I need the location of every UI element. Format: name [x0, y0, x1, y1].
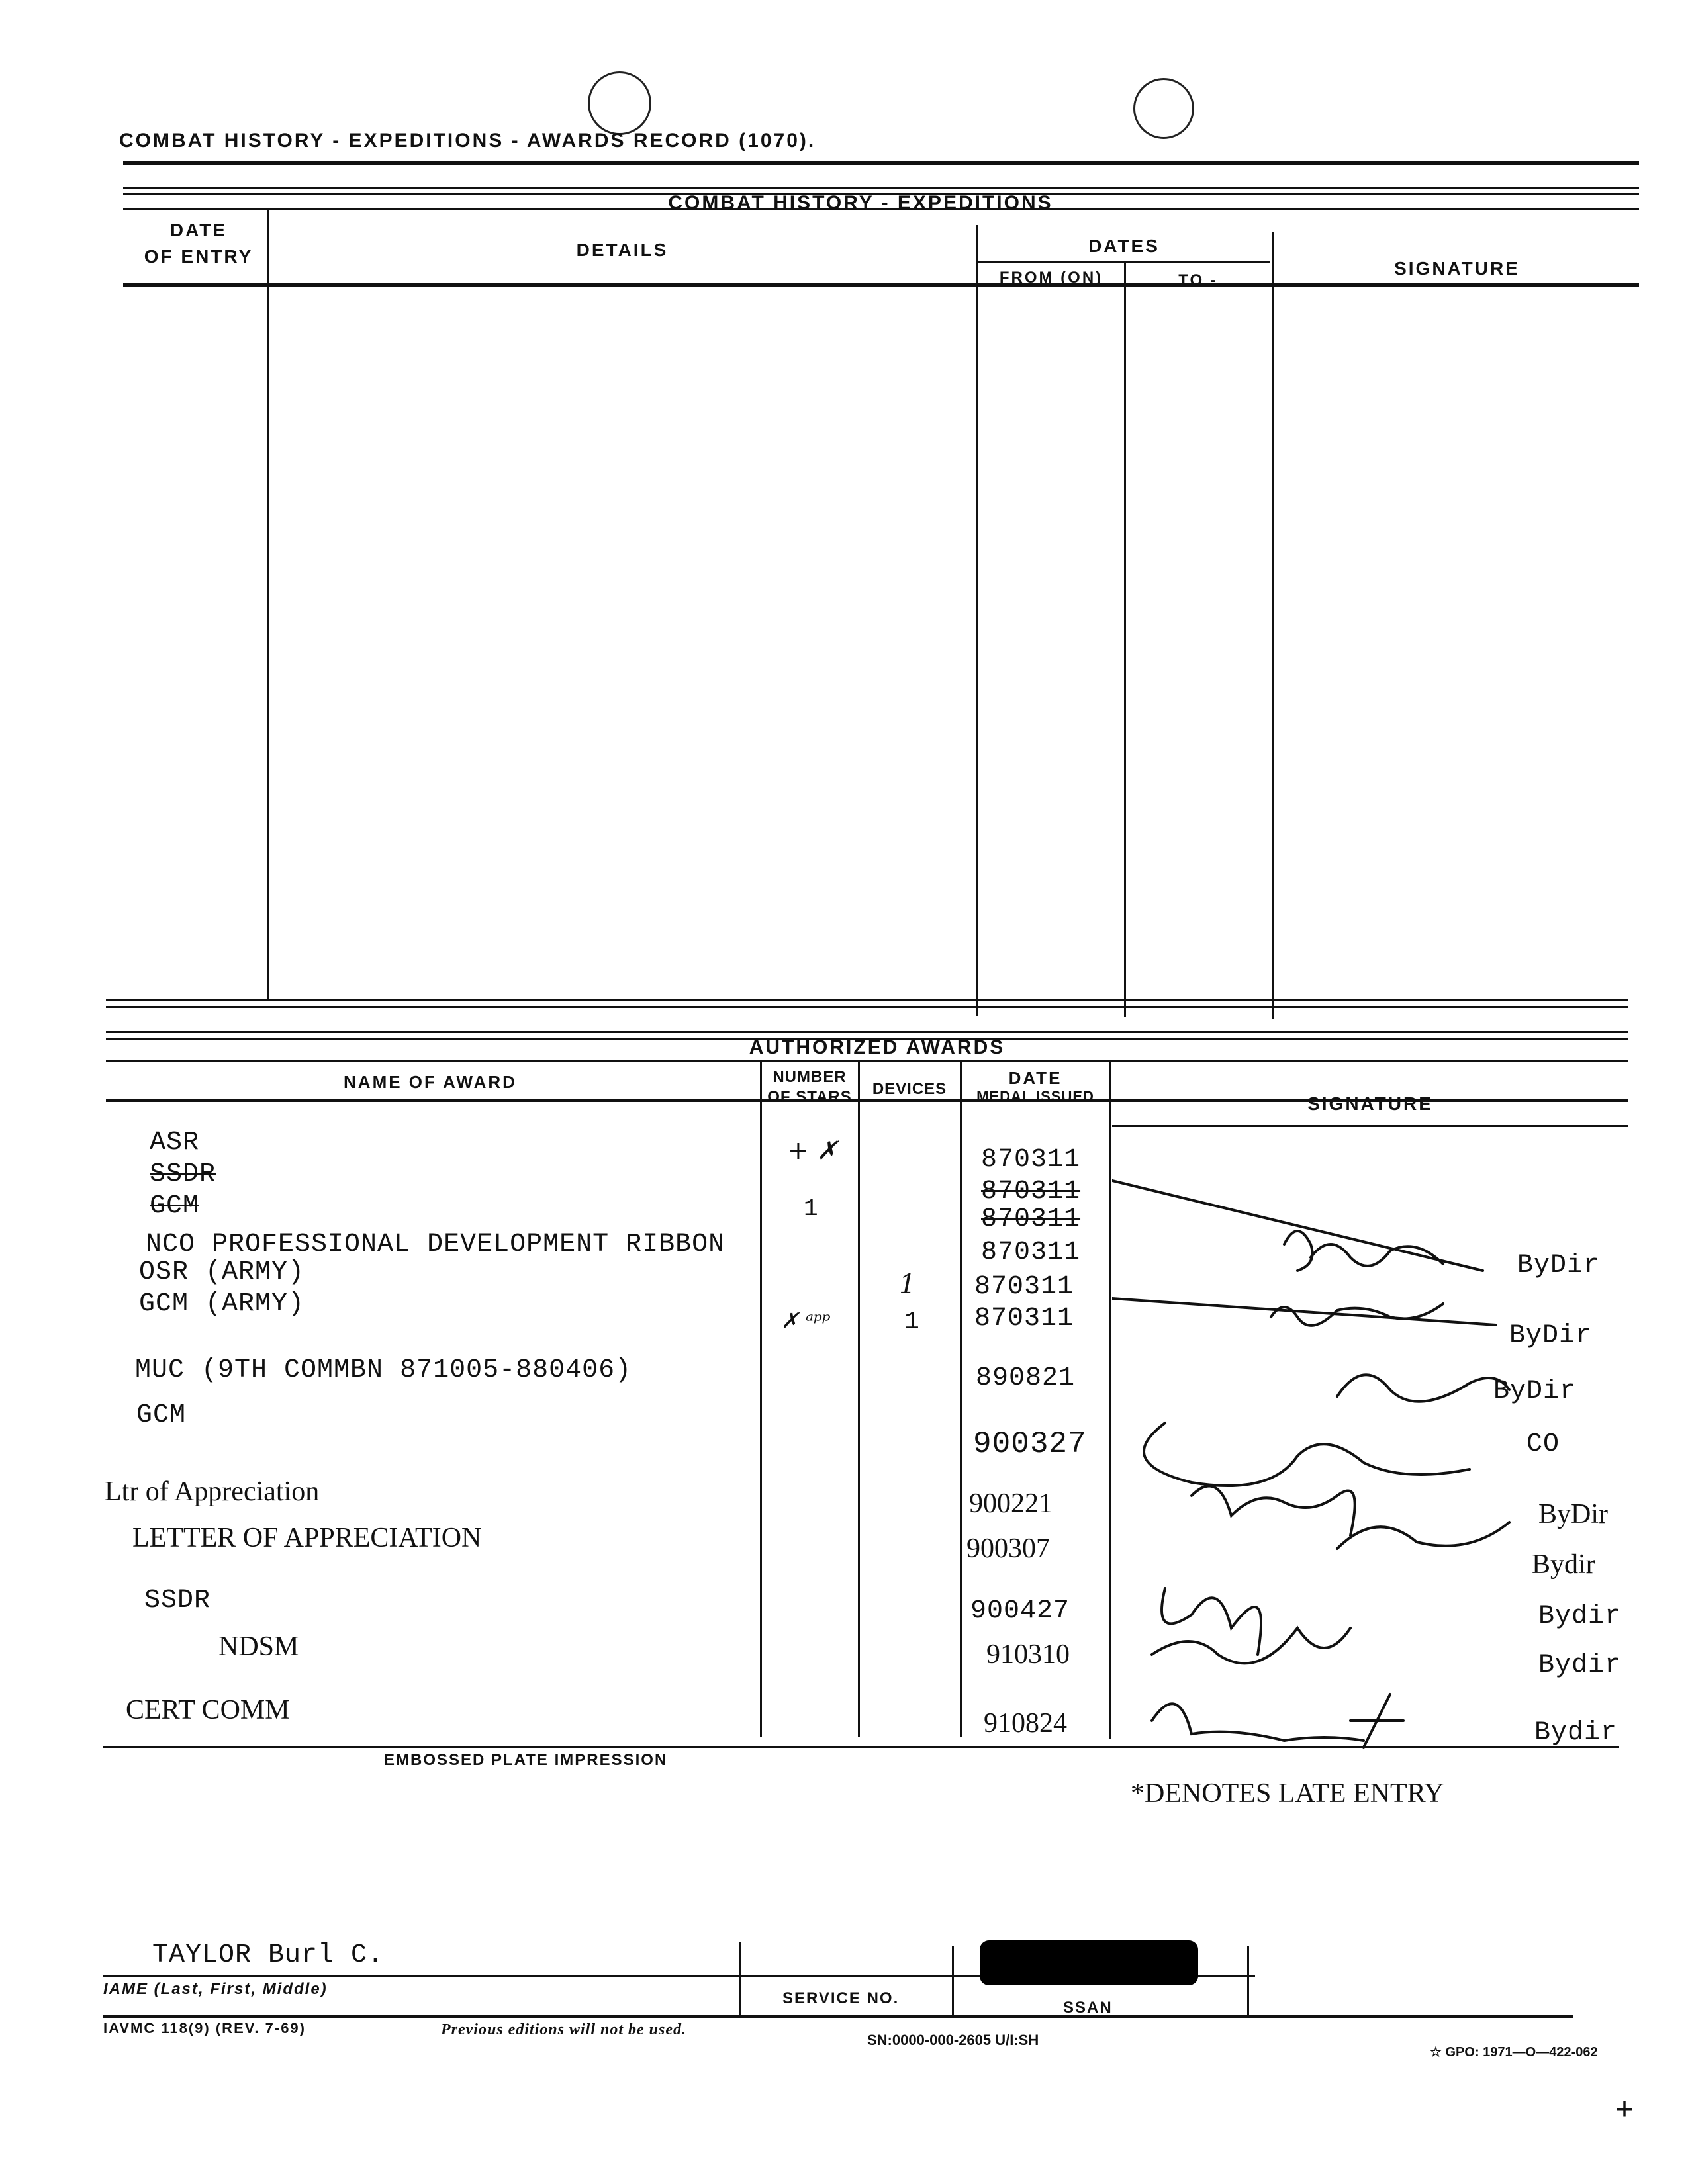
award-devices-6: 1: [904, 1308, 920, 1336]
award-date-1: 870311: [981, 1145, 1081, 1175]
sn-number: SN:0000-000-2605 U/I:SH: [867, 2032, 1039, 2048]
award-date-2: 870311: [981, 1177, 1081, 1206]
header-stars-2: OF STARS: [767, 1088, 852, 1106]
corner-mark: +: [1615, 2092, 1634, 2127]
binder-hole-left: [588, 71, 651, 135]
award-devices-5: 1: [899, 1269, 916, 1300]
award-name-13: CERT COMM: [126, 1695, 290, 1725]
award-name-8: GCM: [136, 1400, 187, 1430]
award-date-11: 900427: [970, 1596, 1070, 1626]
header-stars-1: NUMBER: [773, 1068, 847, 1086]
late-entry-note: *DENOTES LATE ENTRY: [1131, 1778, 1444, 1809]
award-name-9: Ltr of Appreciation: [105, 1477, 320, 1507]
signatures-scribbles: [1112, 1125, 1642, 1787]
award-date-6: 870311: [974, 1304, 1074, 1334]
header-dates: DATES: [1088, 236, 1160, 256]
header-award-signature: SIGNATURE: [1307, 1093, 1433, 1114]
gpo-number: ☆ GPO: 1971—O—422-062: [1430, 2045, 1598, 2060]
stars-handwritten-1: + ✗: [788, 1136, 838, 1165]
header-details: DETAILS: [576, 240, 669, 260]
award-name-6: GCM (ARMY): [139, 1289, 305, 1319]
award-date-3: 870311: [981, 1205, 1081, 1234]
award-date-5: 870311: [974, 1272, 1074, 1302]
sig-note-10: Bydir: [1532, 1549, 1595, 1580]
sig-note-4: ByDir: [1517, 1251, 1601, 1281]
award-date-13: 910824: [984, 1708, 1067, 1739]
award-date-7: 890821: [976, 1363, 1076, 1393]
ssan-redaction: [980, 1940, 1198, 1985]
header-signature: SIGNATURE: [1394, 258, 1520, 279]
sig-note-11: Bydir: [1538, 1602, 1622, 1631]
award-date-12: 910310: [986, 1639, 1070, 1670]
sig-note-13: Bydir: [1534, 1718, 1618, 1748]
sig-note-8: CO: [1526, 1430, 1560, 1459]
header-award-name: NAME OF AWARD: [344, 1072, 517, 1092]
award-name-11: SSDR: [144, 1586, 211, 1615]
stars-handwritten-2: ✗ ᵃᵖᵖ: [781, 1308, 831, 1333]
award-date-10: 900307: [966, 1533, 1050, 1564]
sig-note-6: ByDir: [1509, 1321, 1593, 1351]
header-date-entry-1: DATE: [169, 220, 228, 240]
award-name-2: SSDR: [150, 1160, 216, 1189]
combat-history-title: COMBAT HISTORY - EXPEDITIONS: [668, 192, 1053, 214]
binder-hole-right: [1133, 78, 1194, 139]
service-no-label: SERVICE NO.: [782, 1989, 900, 2007]
award-name-1: ASR: [150, 1128, 200, 1158]
award-name-4: NCO PROFESSIONAL DEVELOPMENT RIBBON: [146, 1230, 726, 1259]
previous-editions: Previous editions will not be used.: [441, 2021, 687, 2038]
award-stars-3: 1: [804, 1195, 819, 1222]
form-title: COMBAT HISTORY - EXPEDITIONS - AWARDS RECORD (1070).: [119, 130, 816, 152]
form-number: IAVMC 118(9) (REV. 7-69): [103, 2020, 306, 2036]
header-date-1: DATE: [1008, 1068, 1062, 1088]
award-name-12: NDSM: [218, 1631, 299, 1662]
award-name-5: OSR (ARMY): [139, 1257, 305, 1287]
header-date-2: MEDAL ISSUED: [976, 1088, 1094, 1105]
header-from: FROM (ON): [999, 269, 1103, 287]
sig-note-12: Bydir: [1538, 1651, 1622, 1680]
embossed-label: EMBOSSED PLATE IMPRESSION: [384, 1751, 668, 1769]
award-name-10: LETTER OF APPRECIATION: [132, 1523, 482, 1553]
sig-note-9: ByDir: [1538, 1499, 1608, 1529]
name-label: IAME (Last, First, Middle): [103, 1980, 328, 1998]
header-to: TO -: [1178, 271, 1218, 289]
award-date-8: 900327: [973, 1427, 1087, 1461]
award-name-7: MUC (9TH COMMBN 871005-880406): [135, 1355, 632, 1385]
name-value: TAYLOR Burl C.: [152, 1940, 385, 1970]
authorized-awards-title: AUTHORIZED AWARDS: [749, 1036, 1006, 1058]
award-date-9: 900221: [969, 1488, 1053, 1519]
award-date-4: 870311: [981, 1238, 1081, 1267]
sig-note-7: ByDir: [1493, 1377, 1577, 1406]
header-date-entry-2: OF ENTRY: [144, 246, 254, 267]
award-name-3: GCM: [150, 1191, 200, 1221]
ssan-label: SSAN: [1063, 1999, 1113, 2017]
title-rule: [123, 161, 1639, 165]
header-devices: DEVICES: [872, 1080, 947, 1098]
